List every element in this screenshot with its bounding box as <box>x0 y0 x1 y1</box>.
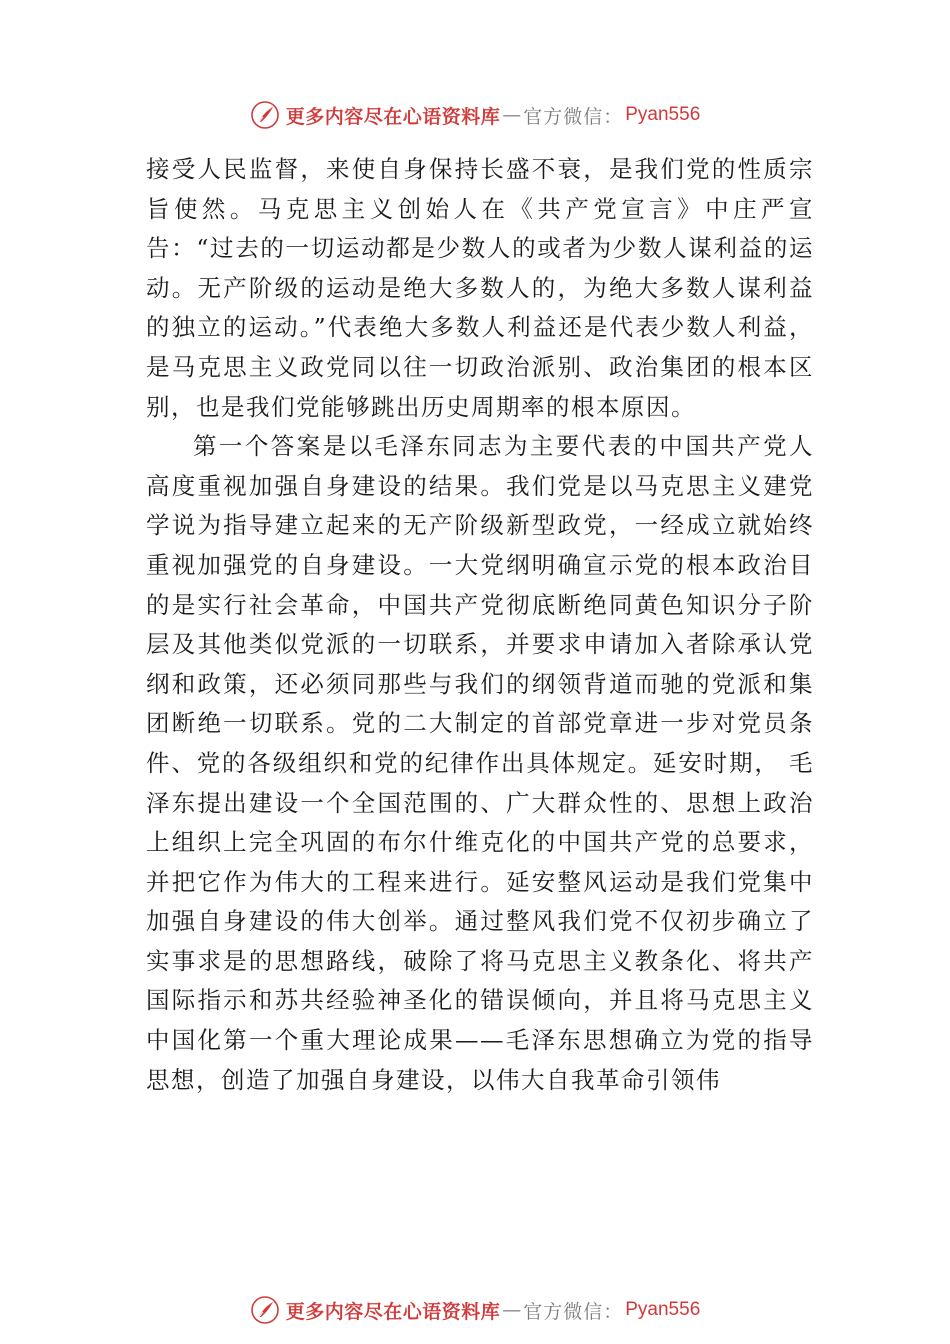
header-separator: — <box>502 104 522 126</box>
footer-wechat-handle: Pyan556 <box>625 1299 701 1320</box>
footer-channel-label: 官方微信： <box>523 1300 624 1323</box>
footer-banner <box>0 1290 950 1330</box>
header-banner <box>0 95 950 135</box>
document-body <box>146 150 814 1100</box>
quill-pen-icon <box>250 1295 280 1325</box>
header-brand: 更多内容尽在心语资料库 <box>285 105 501 128</box>
quill-pen-icon <box>250 100 280 130</box>
header-channel-label: 官方微信： <box>523 105 624 128</box>
paragraph-1: 接受人民监督，来使自身保持长盛不衰，是我们党的性质宗旨使然。马克思主义创始人在《共产党宣言》中庄严宣告：“过去的一切运动都是少数人的或者为少数人谋利益的运动。无产阶级的运动是绝大多数人的，为绝大多数人谋利益的独立的运动。”代表绝大多数人利益还是代表少数人利益，是马克思主义政党同以往一切政治派别、政治集团的根本区别，也是我们党能够跳出历史周期率的根本原因。 <box>146 155 814 421</box>
footer-brand: 更多内容尽在心语资料库 <box>285 1300 501 1323</box>
paragraph-2: 第一个答案是以毛泽东同志为主要代表的中国共产党人高度重视加强自身建设的结果。我们党是以马克思主义建党学说为指导建立起来的无产阶级新型政党，一经成立就始终重视加强党的自身建设。一大党纲明确宣示党的根本政治目的是实行社会革命，中国共产党彻底断绝同黄色知识分子阶层及其他类似党派的一切联系，并要求申请加入者除承认党纲和政策，还必须同那些与我们的纲领背道而驰的党派和集团断绝一切联系。党的二大制定的首部党章进一步对党员条件、党的各级组织和党的纪律作出具体规定。延安时期， 毛泽东提出建设一个全国范围的、广大群众性的、思想上政治上组织上完全巩固的布尔什维克化的中国共产党的总要求，并把它作为伟大的工程来进行。延安整风运动是我们党集中加强自身建设的伟大创举。通过整风我们党不仅初步确立了实事求是的思想路线，破除了将马克思主义教条化、将共产国际指示和苏共经验神圣化的错误倾向，并且将马克思主义中国化第一个重大理论成果——毛泽东思想确立为党的指导思想，创造了加强自身建设，以伟大自我革命引领伟 <box>146 432 814 1094</box>
footer-separator: — <box>502 1299 522 1321</box>
header-wechat-handle: Pyan556 <box>625 104 701 125</box>
